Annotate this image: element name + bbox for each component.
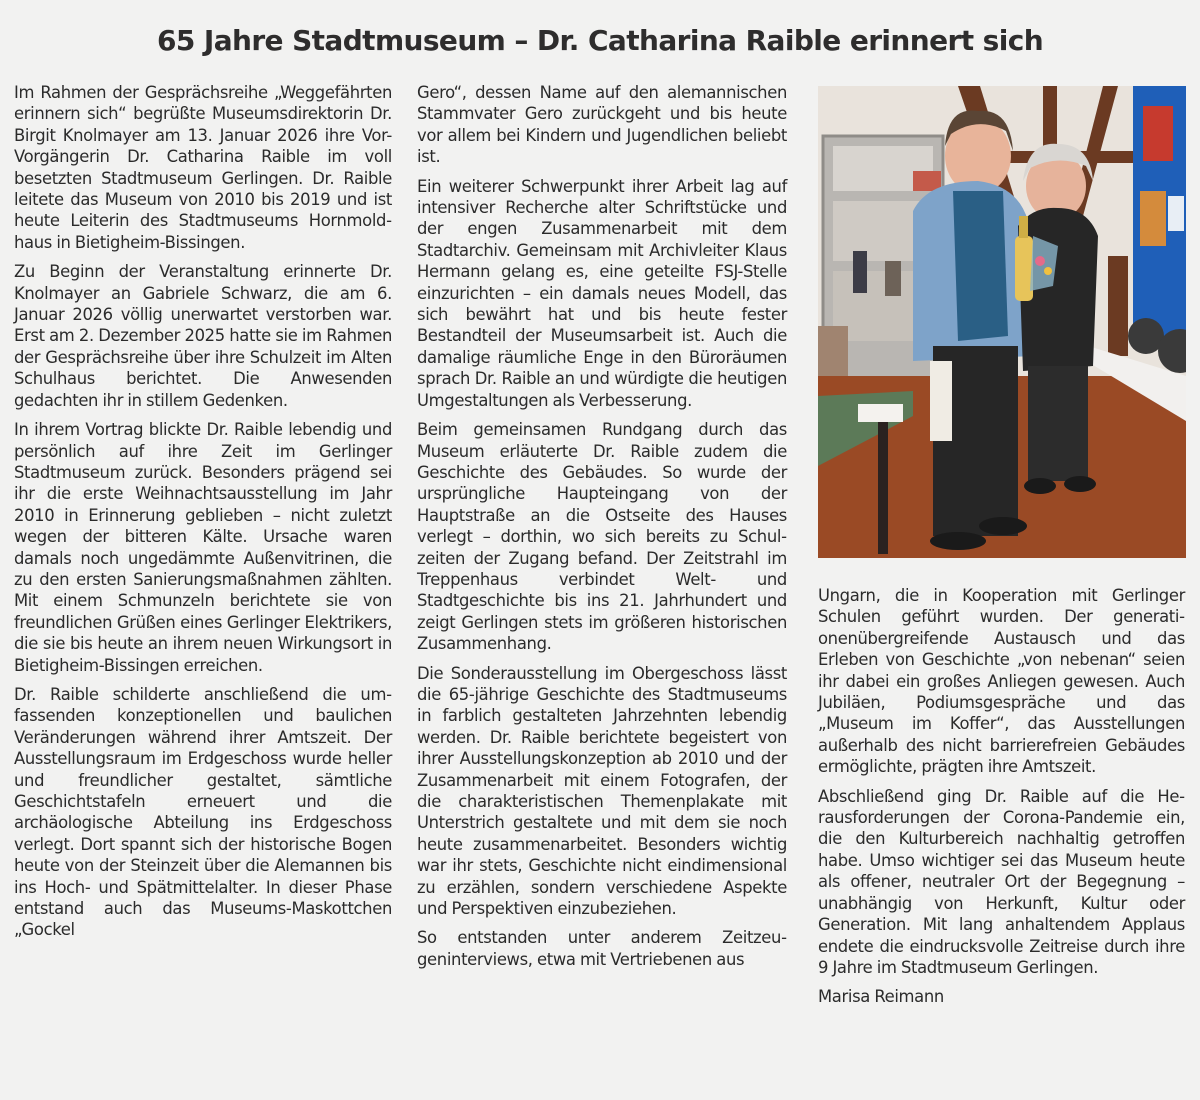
paragraph: Im Rahmen der Gesprächsreihe „Weggefährten erinnern sich“ begrüßte Museumsdirektorin Dr. Birgit Knolmayer am 13. Januar 2026 ihre Vor-Vorgängerin Dr. Catharina Raible im voll besetzten Stadtmuseum Gerlingen. Dr. Raible leitete das Museum von 2010 bis 2019 und ist heute Leiterin des Stadtmuseums Hornmoldhaus in Bietigheim-Bissingen. <box>14 83 392 252</box>
paragraph: Gero“, dessen Name auf den alemannischen Stammvater Gero zurückgeht und bis heute vor allem bei Kindern und Jugendlichen beliebt ist. <box>417 83 787 167</box>
paragraph: Abschließend ging Dr. Raible auf die Herausforderungen der Corona-Pandemie ein, die den Kulturbereich nachhaltig getroffen habe. Umso wichtiger sei das Museum heute als offener, neutraler Ort der Begegnung – unabhängig von Herkunft, Kultur oder Generation. Mit lang anhaltendem Applaus endete die eindrucksvolle Zeitreise durch ihre 9 Jahre im Stadtmuseum Gerlingen. <box>818 786 1185 977</box>
paragraph: In ihrem Vortrag blickte Dr. Raible lebendig und persönlich auf ihre Zeit im Gerlinger Stadtmuseum zurück. Besonders prägend sei ihr die erste Weihnachtsausstellung im Jahr 2010 in Erinnerung geblieben – nicht zuletzt wegen der bitteren Kälte. Ursache waren damals noch ungedämmte Außenvitrinen, die zu den ersten Sanierungsmaßnahmen zählten. Mit einem Schmunzeln berichtete sie von freundlichen Grüßen eines Gerlinger Elektrikers, die sie bis heute an ihrem neuen Wirkungsort in Bietigheim-Bissingen erreichen. <box>14 420 392 675</box>
paragraph: Dr. Raible schilderte anschließend die umfassenden konzeptionellen und baulichen Veränderungen während ihrer Amtszeit. Der Ausstellungsraum im Erdgeschoss wurde heller und freundlicher gestaltet, sämtliche Geschichtstafeln erneuert und die archäologische Abteilung ins Erdgeschoss verlegt. Dort spannt sich der historische Bogen heute von der Steinzeit über die Alemannen bis ins Hoch- und Spätmittelalter. In dieser Phase entstand auch das Museums-Maskottchen „Gockel <box>14 684 392 940</box>
article-headline: 65 Jahre Stadtmuseum – Dr. Catharina Raible erinnert sich <box>156 24 1044 57</box>
author-byline: Marisa Reimann <box>818 987 944 1007</box>
paragraph: Ungarn, die in Kooperation mit Gerlinger Schulen geführt wurden. Der generationenübergreifende Austausch und das Erleben von Geschichte „von nebenan“ seien ihr dabei ein großes Anliegen gewesen. Auch Jubiläen, Podiumsgespräche und das „Museum im Koffer“, das Ausstellungen außerhalb des nicht barrierefreien Gebäudes ermöglichte, prägten ihre Amtszeit. <box>818 586 1185 777</box>
paragraph: Zu Beginn der Veranstaltung erinnerte Dr. Knolmayer an Gabriele Schwarz, die am 6. Januar 2026 völlig unerwartet verstorben war. Erst am 2. Dezember 2025 hatte sie im Rahmen der Gesprächsreihe über ihre Schulzeit im Alten Schulhaus berichtet. Die Anwesenden gedachten ihr in stillem Gedenken. <box>14 262 392 410</box>
paragraph: Die Sonderausstellung im Obergeschoss lässt die 65-jährige Geschichte des Stadtmuseums in farblich gestalteten Jahrzehnten lebendig werden. Dr. Raible berichtete begeistert von ihrer Ausstellungskonzeption ab 2010 und der Zusammenarbeit mit einem Fotografen, der die charakteristischen Themenplakate mit Unterstrich gestaltete und mit dem sie noch heute zusammenarbeitet. Besonders wichtig war ihr stets, Geschichte nicht eindimensional zu erzählen, sondern verschiedene Aspekte und Perspektiven einzubeziehen. <box>417 663 787 919</box>
photo-illustration <box>818 86 1186 558</box>
article-column-2 <box>417 82 787 978</box>
paragraph: Beim gemeinsamen Rundgang durch das Museum erläuterte Dr. Raible zudem die Geschichte des Gebäudes. So wurde der ursprüngliche Haupteingang von der Hauptstraße an die Ostseite des Hauses verlegt – dorthin, wo sich bereits zu Schulzeiten der Zugang befand. Der Zeitstrahl im Treppenhaus verbindet Welt- und Stadtgeschichte bis ins 21. Jahrhundert und zeigt Gerlingen stets im größeren historischen Zusammenhang. <box>417 420 787 654</box>
article-column-3 <box>818 585 1185 1016</box>
paragraph: So entstanden unter anderem Zeitzeugeninterviews, etwa mit Vertriebenen aus <box>417 928 787 969</box>
article-photo <box>818 86 1186 558</box>
article-column-1 <box>14 82 392 949</box>
paragraph: Ein weiterer Schwerpunkt ihrer Arbeit lag auf intensiver Recherche alter Schriftstücke und der engen Zusammenarbeit mit dem Stadtarchiv. Gemeinsam mit Archivleiter Klaus Hermann gelang es, eine geteilte FSJ-Stelle einzurichten – ein damals neues Modell, das sich bewährt hat und bis heute fester Bestandteil der Museumsarbeit ist. Auch die damalige räumliche Enge in den Büroräumen sprach Dr. Raible an und würdigte die heutigen Umgestaltungen als Verbesserung. <box>417 176 787 410</box>
